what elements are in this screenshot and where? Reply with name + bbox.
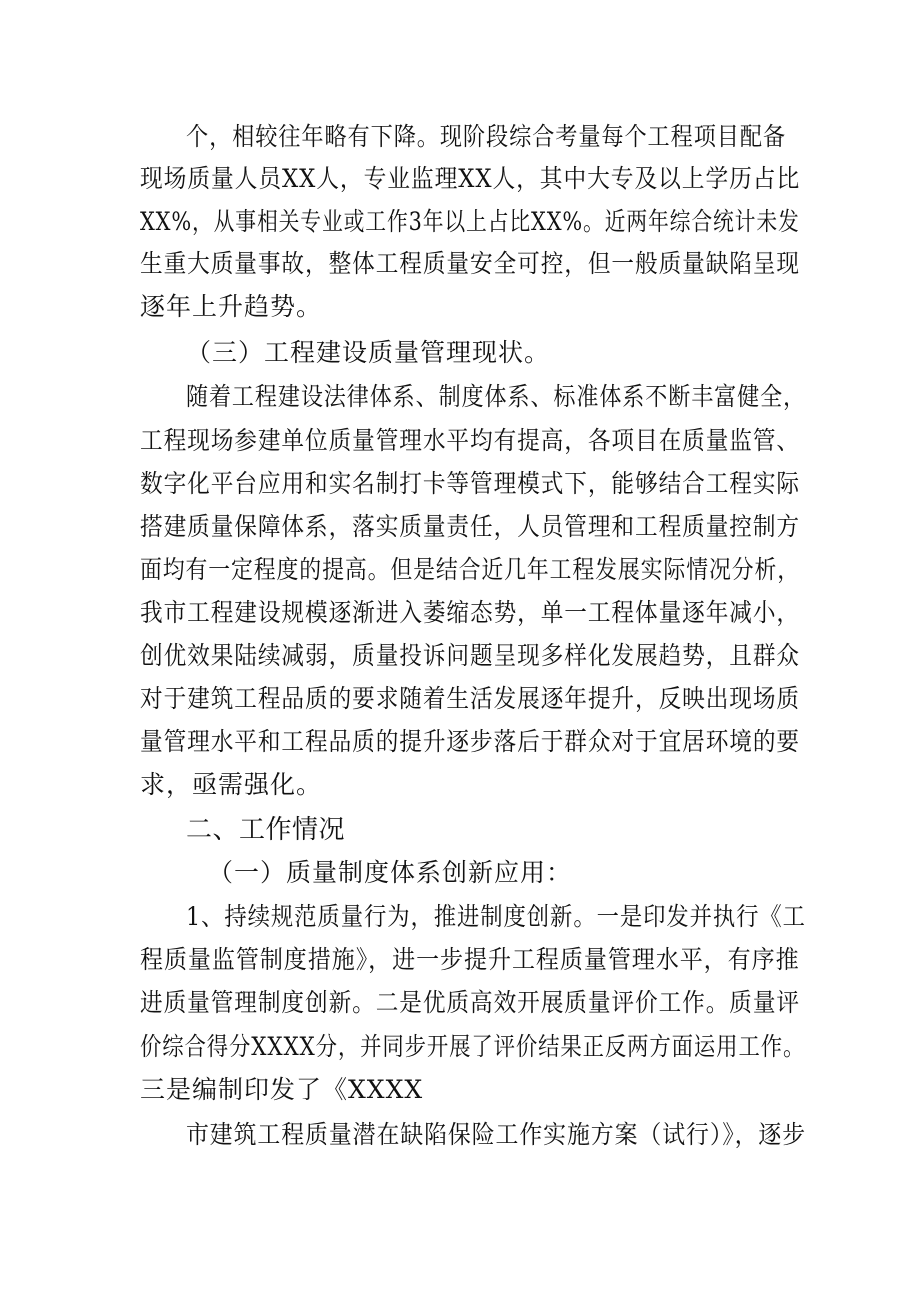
text-line-20: 程质量监管制度措施》，进一步提升工程质量管理水平，有序推 bbox=[140, 945, 800, 974]
subsection-heading-1: （一）质量制度体系创新应用： bbox=[208, 858, 573, 887]
text-line-24: 市建筑工程质量潜在缺陷保险工作实施方案（试行）》，逐步 bbox=[186, 1120, 807, 1149]
text-line-4: 生重大质量事故，整体工程质量安全可控，但一般质量缺陷呈现 bbox=[140, 249, 801, 278]
text-line-21: 进质量管理制度创新。二是优质高效开展质量评价工作。质量评 bbox=[140, 988, 801, 1017]
text-line-5: 逐年上升趋势。 bbox=[140, 292, 323, 321]
text-line-14: 对于建筑工程品质的要求随着生活发展逐年提升，反映出现场质 bbox=[140, 684, 801, 713]
text-line-15: 量管理水平和工程品质的提升逐步落后于群众对于宜居环境的要 bbox=[140, 727, 801, 756]
text-line-7: 随着工程建设法律体系、制度体系、标准体系不断丰富健全， bbox=[186, 382, 807, 411]
text-line-22: 价综合得分XXXX分，并同步开展了评价结果正反两方面运用工作。 bbox=[140, 1032, 806, 1061]
text-line-16: 求，亟需强化。 bbox=[140, 770, 323, 799]
section-heading-2: 二、工作情况 bbox=[186, 815, 346, 845]
text-line-13: 创优效果陆续减弱，质量投诉问题呈现多样化发展趋势，且群众 bbox=[140, 641, 801, 670]
text-line-2: 现场质量人员XX人，专业监理XX人，其中大专及以上学历占比 bbox=[140, 164, 801, 193]
text-line-1: 个，相较往年略有下降。现阶段综合考量每个工程项目配备 bbox=[186, 122, 787, 151]
text-line-23: 三是编制印发了《XXXX bbox=[140, 1075, 424, 1104]
text-line-8: 工程现场参建单位质量管理水平均有提高，各项目在质量监管、 bbox=[140, 426, 801, 455]
text-line-12: 我市工程建设规模逐渐进入萎缩态势，单一工程体量逐年减小， bbox=[140, 598, 801, 627]
text-line-11: 面均有一定程度的提高。但是结合近几年工程发展实际情况分析， bbox=[140, 555, 800, 584]
text-line-9: 数字化平台应用和实名制打卡等管理模式下，能够结合工程实际 bbox=[140, 469, 801, 498]
text-line-10: 搭建质量保障体系，落实质量责任，人员管理和工程质量控制方 bbox=[140, 512, 801, 541]
section-heading-3: （三）工程建设质量管理现状。 bbox=[186, 338, 551, 367]
text-line-3: XX%，从事相关专业或工作3年以上占比XX%。近两年综合统计未发 bbox=[140, 207, 800, 236]
text-line-19: 1、持续规范质量行为，推进制度创新。一是印发并执行《工 bbox=[186, 902, 806, 931]
